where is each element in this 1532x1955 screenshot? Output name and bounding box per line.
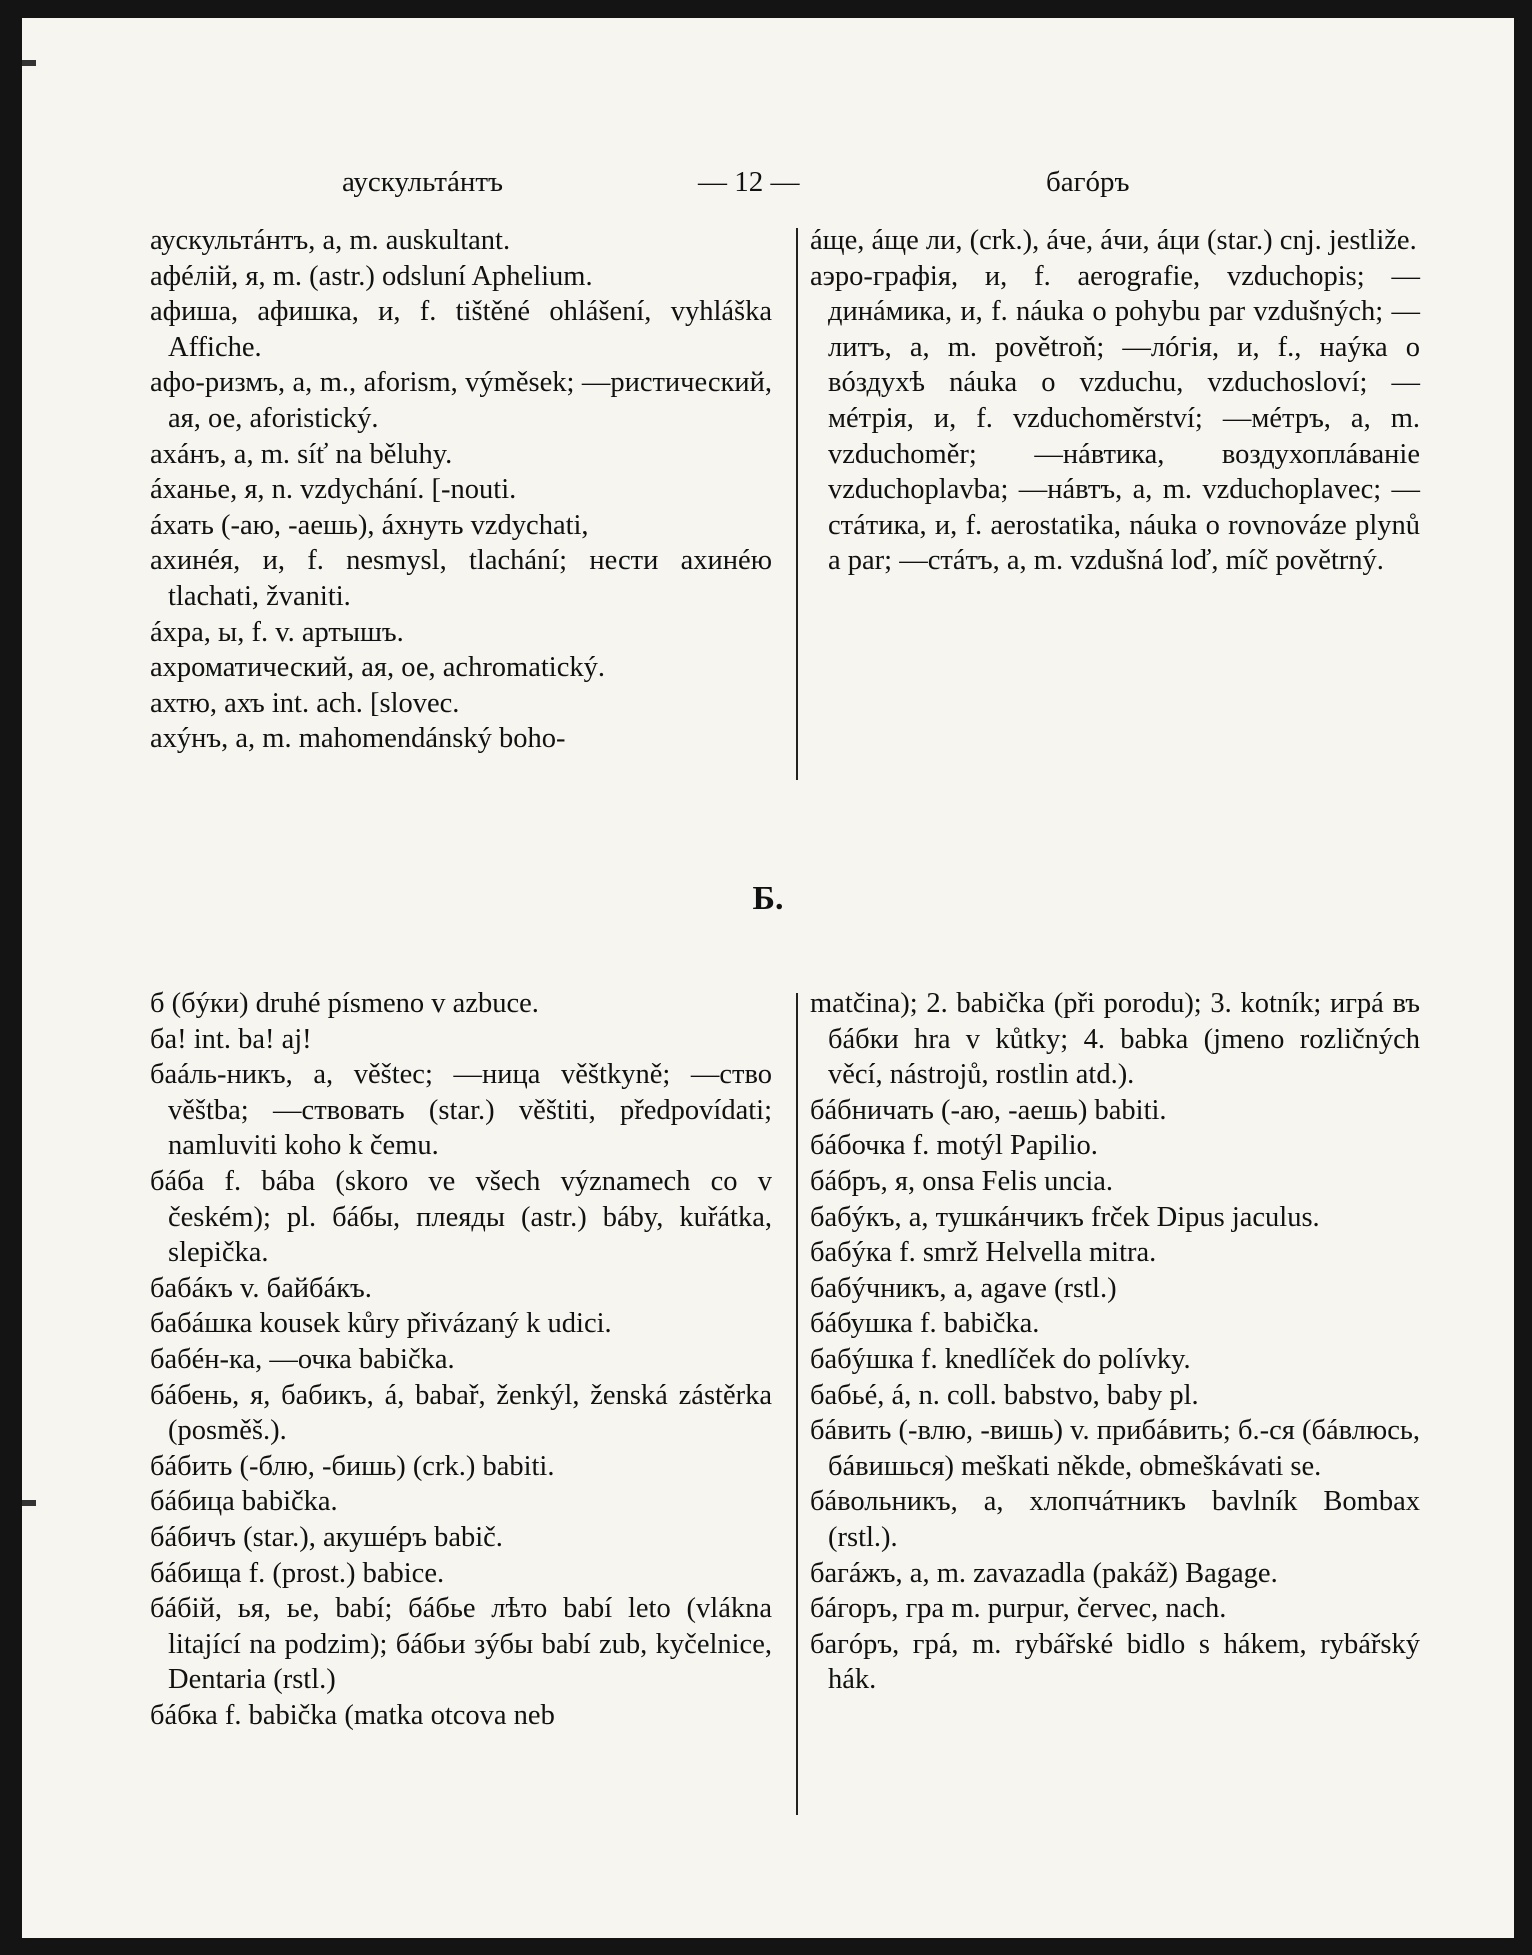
section-letter: Б. [752,880,784,917]
dictionary-entry: áще, áще ли, (crk.), áче, áчи, áци (star.) cnj. jestliže. [810,225,1417,256]
page-header [22,166,1514,206]
dictionary-entry: афиша, афишка, и, f. tištěné ohlášení, vyhláška Affiche. [150,296,772,363]
page-number: — 12 — [698,166,800,198]
column-bottom-left [150,986,772,1733]
dictionary-entry: бабýка f. smrž Helvella mitra. [810,1237,1157,1269]
dictionary-entry: бабьé, á, n. coll. babstvo, baby pl. [810,1379,1199,1411]
dictionary-entry: бáбничать (-аю, -аешь) babiti. [810,1094,1167,1126]
dictionary-entry: бабáшка kousek kůry přivázaný k udici. [150,1308,612,1340]
dictionary-entry: ахýнъ, а, m. mahomendánský boho- [150,723,566,755]
dictionary-entry: бáбръ, я, onsa Felis uncia. [810,1165,1114,1197]
dictionary-entry: б (бýки) druhé písmeno v azbuce. [150,988,539,1019]
header-right-word: багóръ [1046,166,1130,198]
column-top-left [150,223,772,757]
dictionary-entry: аэро-графія, и, f. aerografie, vzduchopis; —динáмика, и, f. náuka o pohybu par vzdušných; —литъ, а, m. povětroň; —лóгія, и, f., наýка о вóздухѣ náuka o vzduchu, vzduchosloví; —мéтрія, и, f. vzduchoměrství; —мéтръ, а, m. vzduchoměr; —нáвтика, воздухоплáваніе vzduchoplavba; —нáвтъ, а, m. vzduchoplavec; —стáтика, и, f. aerostatika, náuka o rovnováze plynů a par; —стáтъ, а, m. vzdušná loď, míč povětrný. [810,260,1420,577]
dictionary-entry: бáгоръ, гра m. purpur, červec, nach. [810,1593,1227,1625]
dictionary-page [22,18,1514,1938]
dictionary-entry: бáвить (-влю, -вишь) v. прибáвить; б.-ся (бáвлюсь, бáвишься) meškati někde, obmeškávati se. [810,1415,1420,1482]
column-divider-bottom [796,993,798,1815]
dictionary-entry: афéлій, я, m. (astr.) odsluní Aphelium. [150,260,593,292]
dictionary-entry: бабéн-ка, —очка babička. [150,1343,455,1375]
dictionary-entry: бáбень, я, бабикъ, á, babař, ženkýl, ženská zástěrka (posměš.). [150,1379,772,1447]
dictionary-entry: баáль-никъ, а, věštec; —ница věštkyně; —ство věštba; —ствовать (star.) věštiti, předpovídati; namluviti koho k čemu. [150,1059,772,1162]
dictionary-entry: багóръ, грá, m. rybářské bidlo s hákem, rybářský hák. [810,1628,1420,1696]
dictionary-entry: áхать (-аю, -аешь), áхнуть vzdychati, [150,509,589,541]
dictionary-entry: аускультáнтъ, а, m. auskultant. [150,225,511,256]
dictionary-entry: бáба f. bába (skoro ve všech významech co v českém); pl. бáбы, плеяды (astr.) báby, kuřátka, slepička. [150,1165,772,1269]
dictionary-entry: ахтю, ахъ int. ach. [slovec. [150,687,460,719]
scan-mark [22,1500,36,1506]
dictionary-entry: багáжъ, а, m. zavazadla (pakáž) Bagage. [810,1557,1278,1589]
dictionary-entry: matčina); 2. babička (při porodu); 3. kotník; игрá въ бáбки hra v kůtky; 4. babka (jmeno rozličných věcí, nástrojů, rostlin atd.). [810,988,1420,1091]
dictionary-entry: бáбочка f. motýl Papilio. [810,1130,1098,1162]
dictionary-entry: бáбій, ья, ье, babí; бáбье лѣто babí leto (vlákna litající na podzim); бáбьи зýбы babí zub, kyčelnice, Dentaria (rstl.) [150,1593,772,1696]
header-left-word: аускультáнтъ [342,166,504,198]
dictionary-entry: бáвольникъ, а, хлопчáтникъ bavlník Bombax (rstl.). [810,1486,1420,1553]
column-bottom-right [810,986,1420,1698]
dictionary-entry: бáбить (-блю, -бишь) (crk.) babiti. [150,1450,555,1482]
dictionary-entry: бабýкъ, а, тушкáнчикъ frček Dipus jaculus. [810,1201,1320,1233]
dictionary-entry: ахáнъ, а, m. síť na běluhy. [150,438,453,470]
dictionary-entry: áхра, ы, f. v. артышъ. [150,616,404,648]
dictionary-entry: бабýшка f. knedlíček do polívky. [810,1343,1191,1375]
dictionary-entry: бáбища f. (prost.) babice. [150,1557,445,1589]
dictionary-entry: ба! int. ba! aj! [150,1023,312,1055]
column-divider-top [796,228,798,780]
dictionary-entry: бáбица babička. [150,1486,338,1518]
dictionary-entry: áханье, я, n. vzdychání. [-nouti. [150,474,517,506]
dictionary-entry: бабáкъ v. байбáкъ. [150,1272,372,1304]
dictionary-entry: бáбушка f. babička. [810,1308,1040,1340]
dictionary-entry: ахинéя, и, f. nesmysl, tlachání; нести ахинéю tlachati, žvaniti. [150,545,772,612]
dictionary-entry: ахроматический, ая, ое, achromatický. [150,652,605,684]
column-top-right [810,223,1420,579]
dictionary-entry: афо-ризмъ, а, m., aforism, výměsek; —ристический, ая, ое, aforistický. [150,367,772,434]
dictionary-entry: бáбичъ (star.), акушéръ babič. [150,1521,503,1553]
scan-mark [22,60,36,66]
dictionary-entry: бабýчникъ, а, agave (rstl.) [810,1272,1117,1304]
dictionary-entry: бáбка f. babička (matka otcova neb [150,1699,555,1731]
